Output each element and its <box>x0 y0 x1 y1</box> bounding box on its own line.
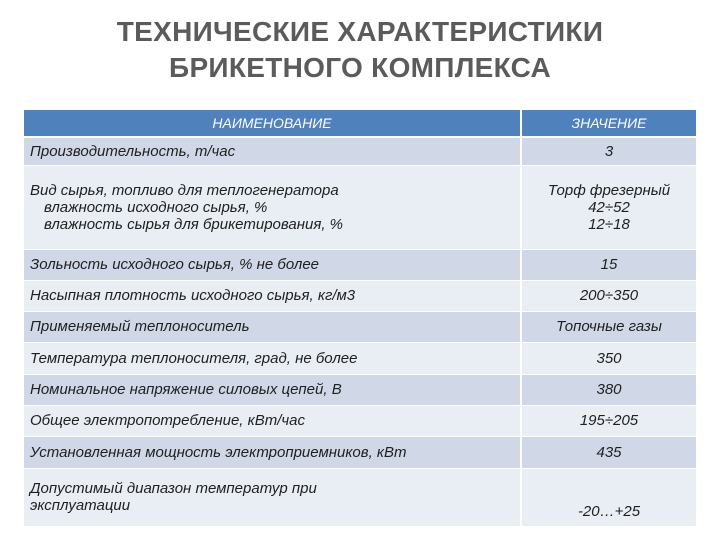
row-name: Насыпная плотность исходного сырья, кг/м3 <box>24 280 521 311</box>
row-name: Применяемый теплоноситель <box>24 311 521 342</box>
row-name-main: Допустимый диапазон температур при <box>30 480 317 498</box>
row-name: Зольность исходного сырья, % не более <box>24 249 521 280</box>
row-value: 15 <box>521 249 696 280</box>
row-value: 435 <box>521 436 696 468</box>
row-name: Установленная мощность электроприемников, кВт <box>24 436 521 468</box>
row-value-main: Торф фрезерный <box>547 181 671 199</box>
row-value <box>521 165 696 249</box>
row-value: Топочные газы <box>521 311 696 342</box>
column-header-name: НАИМЕНОВАНИЕ <box>24 110 521 137</box>
row-value: 200÷350 <box>521 280 696 311</box>
column-header-value: ЗНАЧЕНИЕ <box>521 110 696 137</box>
table-header-row <box>24 110 696 137</box>
table-row <box>24 311 696 342</box>
row-value-2: 42÷52 <box>588 198 630 216</box>
table-row <box>24 436 696 468</box>
row-name-main: Вид сырья, топливо для теплогенератора <box>30 181 339 199</box>
row-value: 195÷205 <box>521 405 696 436</box>
table-row <box>24 249 696 280</box>
table-row <box>24 280 696 311</box>
table-row <box>24 137 696 165</box>
table-row <box>24 342 696 374</box>
row-value: 380 <box>521 374 696 405</box>
page-title-line-2: БРИКЕТНОГО КОМПЛЕКСА <box>169 52 551 83</box>
row-name-cont: эксплуатации <box>30 497 131 515</box>
row-name <box>24 468 521 526</box>
table-row <box>24 374 696 405</box>
page-title-line-1: ТЕХНИЧЕСКИЕ ХАРАКТЕРИСТИКИ <box>116 16 604 47</box>
row-name <box>24 165 521 249</box>
table-row <box>24 405 696 436</box>
row-value: 3 <box>521 137 696 165</box>
row-value: 350 <box>521 342 696 374</box>
row-name: Номинальное напряжение силовых цепей, В <box>24 374 521 405</box>
row-value-3: 12÷18 <box>588 215 630 233</box>
row-name-sub-2: влажность сырья для брикетирования, % <box>44 215 344 233</box>
row-name: Общее электропотребление, кВт/час <box>24 405 521 436</box>
row-name: Температура теплоносителя, град, не более <box>24 342 521 374</box>
table-row <box>24 468 696 526</box>
row-value: -20…+25 <box>521 468 696 526</box>
specifications-table <box>24 110 696 526</box>
table-row <box>24 165 696 249</box>
page-title <box>0 14 720 86</box>
row-name-sub-1: влажность исходного сырья, % <box>44 198 268 216</box>
row-name: Производительность, т/час <box>24 137 521 165</box>
